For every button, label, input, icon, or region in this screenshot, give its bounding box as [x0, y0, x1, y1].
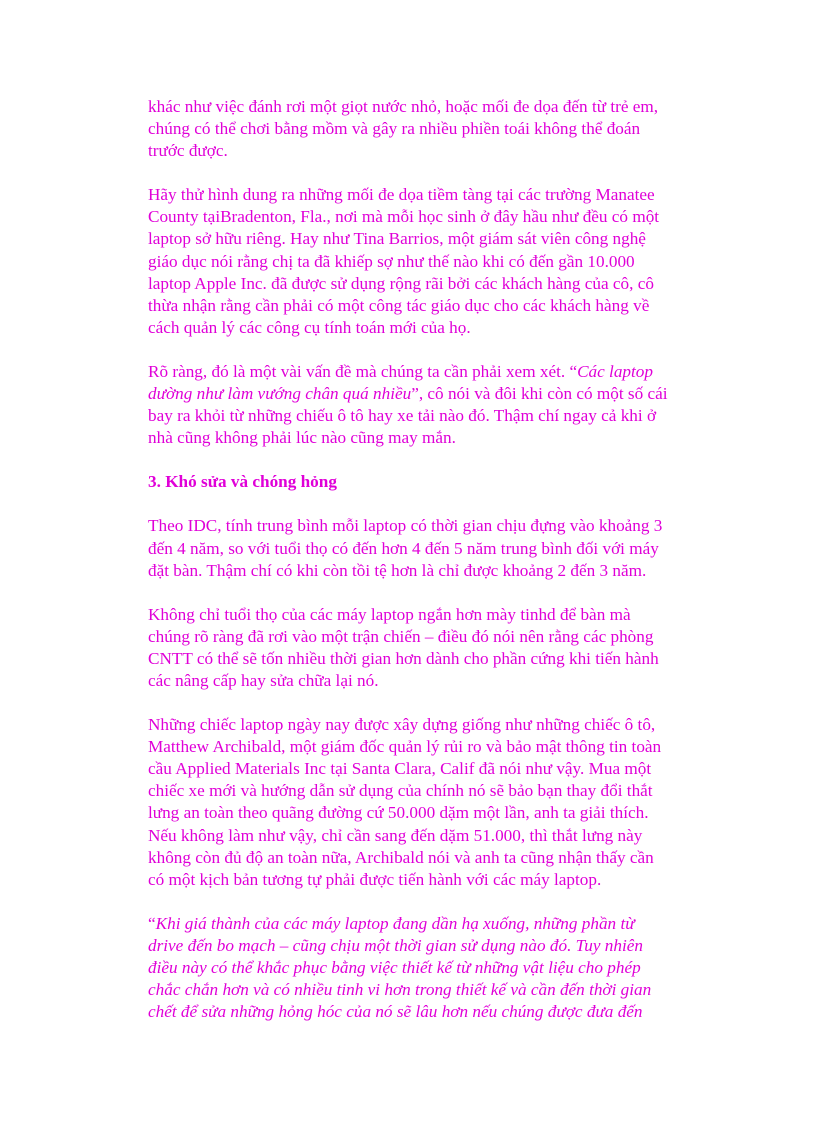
paragraph-3 — [148, 361, 673, 449]
paragraph-1: khác như việc đánh rơi một giọt nước nhỏ, hoặc mối đe dọa đến từ trẻ em, chúng có thể chơi bằng mồm và gây ra nhiều phiền toái không thể đoán trước được. — [148, 97, 659, 161]
document-body — [148, 96, 673, 1045]
paragraph-7-quote: Khi giá thành của các máy laptop đang dần hạ xuống, những phần từ drive đến bo mạch – cũng chịu một thời gian sử dụng nào đó. Tuy nhiên điều này có thể khắc phục bằng việc thiết kế từ những vật liệu cho phép chắc chắn hơn và có nhiều tinh vi hơn trong thiết kế và cần đến thời gian chết để sửa những hỏng hóc của nó sẽ lâu hơn nếu chúng được đưa đến — [148, 913, 652, 1022]
paragraph-5: Không chỉ tuổi thọ của các máy laptop ngắn hơn mày tinhd để bàn mà chúng rõ ràng đã rơi vào một trận chiến – điều đó nói nên rằng các phòng CNTT có thể sẽ tốn nhiều thời gian hơn dành cho phần cứng khi tiến hành các nâng cấp hay sửa chữa lại nó. — [148, 604, 659, 690]
paragraph-7 — [148, 913, 673, 1023]
paragraph-6: Những chiếc laptop ngày nay được xây dựng giống như những chiếc ô tô, Matthew Archibald, một giám đốc quản lý rủi ro và bảo mật thông tin toàn cầu Applied Materials Inc tại Santa Clara, Calif đã nói như vậy. Mua một chiếc xe mới và hướng dẫn sử dụng của chính nó sẽ bảo bạn thay đổi thắt lưng an toàn theo quãng đường cứ 50.000 dặm một lần, anh ta giải thích. Nếu không làm như vậy, chỉ cần sang đến dặm 51.000, thì thắt lưng này không còn đủ độ an toàn nữa, Archibald nói và anh ta cũng nhận thấy cần có một kịch bản tương tự phải được tiến hành với các máy laptop. — [148, 715, 662, 889]
section-heading: 3. Khó sửa và chóng hỏng — [148, 472, 337, 492]
paragraph-3-end: ”, cô nói và đôi khi còn có một số cái bay ra khỏi từ những chiếu ô tô hay xe tải nào đó. Thậm chí ngay cả khi ở nhà cũng không phải lúc nào cũng may mắn. — [148, 384, 668, 448]
paragraph-3-start: Rõ ràng, đó là một vài vấn đề mà chúng ta cần phải xem xét. “ — [148, 361, 578, 381]
paragraph-4: Theo IDC, tính trung bình mỗi laptop có thời gian chịu đựng vào khoảng 3 đến 4 năm, so với tuổi thọ có đến hơn 4 đến 5 năm trung bình đối với máy đặt bàn. Thậm chí có khi còn tồi tệ hơn là chỉ được khoảng 2 đến 3 năm. — [148, 516, 663, 580]
paragraph-3-quote: Các laptop dường như làm vướng chân quá nhiều — [148, 361, 653, 404]
paragraph-7-open-quote: “ — [148, 913, 156, 933]
paragraph-2: Hãy thử hình dung ra những mối đe dọa tiềm tàng tại các trường Manatee County tạiBradenton, Fla., nơi mà mỗi học sinh ở đây hầu như đều có một laptop sở hữu riêng. Hay như Tina Barrios, một giám sát viên công nghệ giáo dục nói rằng chị ta đã khiếp sợ như thế nào khi có đến gần 10.000 laptop Apple Inc. đã được sử dụng rộng rãi bởi các khách hàng của cô, cô thừa nhận rằng cần phải có một công tác giáo dục cho các khách hàng về cách quản lý các công cụ tính toán mới của họ. — [148, 185, 660, 337]
